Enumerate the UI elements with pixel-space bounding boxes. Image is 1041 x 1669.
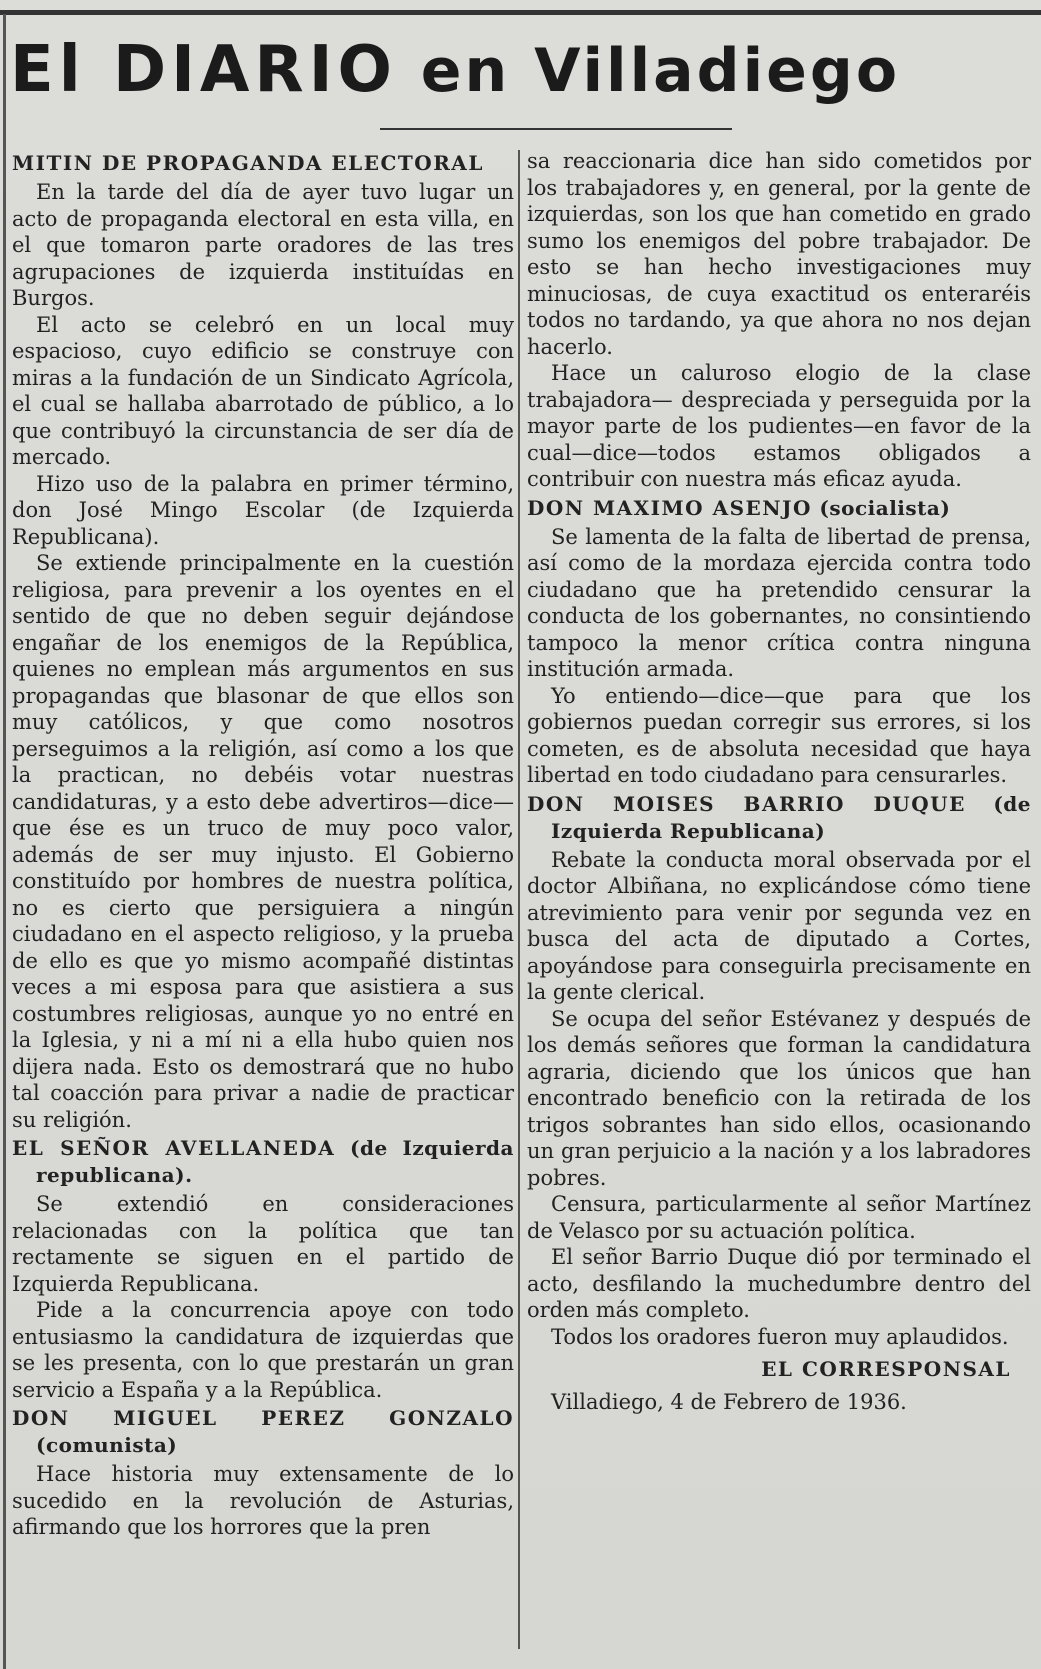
paragraph: Hace un caluroso elogio de la clase trabajadora— despreciada y perseguida por la mayor parte de los pudientes—en favor de la cual—dice—todos estamos obligados a contribuir con nuestra más eficaz ayuda. xyxy=(527,361,1031,491)
speaker-name: DON MIGUEL PEREZ GONZALO xyxy=(12,1406,514,1430)
paragraph: Pide a la concurrencia apoye con todo entusiasmo la candidatura de izquierdas que se les presenta, con lo que prestarán un gran servicio a España y a la República. xyxy=(12,1298,514,1402)
paragraph: Se extiende principalmente en la cuestión religiosa, para prevenir a los oyentes en el sentido de que no deben seguir dejándose engañar de los enemigos de la República, quienes no emplean más argumentos en sus propagandas que blasonar de que ellos son muy católicos, y que como nosotros perseguimos a la religión, así como a los que la practican, no debéis votar nuestras candidaturas, y a esto debe advertiros—dice—que ése es un truco de muy poco valor, además de ser muy injusto. El Gobierno constituído por hombres de nuestra política, no es cierto que persiguiera a ningún ciudadano en el aspecto religioso, y la prueba de ello es que yo mismo acompañé distintas veces a mi esposa para que asistiera a sus costumbres religiosas, aunque yo no entré en la Iglesia, y ni a mí ni a ella hubo quien nos dijera nada. Esto os demostrará que no hubo tal coacción para privar a nadie de practicar su religión. xyxy=(12,551,514,1132)
right-column xyxy=(527,148,1031,1415)
speaker-name: EL SEÑOR AVELLANEDA xyxy=(12,1136,336,1160)
paragraph: Hizo uso de la palabra en primer término, don José Mingo Escolar (de Izquierda Republicana). xyxy=(12,471,514,549)
correspondent-signature: EL CORRESPONSAL xyxy=(761,1357,1011,1381)
speaker-party: (comunista) xyxy=(36,1433,178,1457)
paragraph: El señor Barrio Duque dió por terminado el acto, desfilando la muchedumbre dentro del orden más completo. xyxy=(527,1245,1031,1322)
speaker-heading-perez-gonzalo xyxy=(12,1405,514,1459)
speaker-name: DON MAXIMO ASENJO xyxy=(527,495,812,520)
paragraph: Se extendió en consideraciones relacionadas con la política que tan rectamente se siguen en el partido de Izquierda Republicana. xyxy=(12,1192,514,1296)
dateline: Villadiego, 4 de Febrero de 1936. xyxy=(551,1389,907,1414)
paragraph: Hace historia muy extensamente de lo sucedido en la revolución de Asturias, afirmando que los horrores que la pren xyxy=(12,1462,514,1539)
paragraph: En la tarde del día de ayer tuvo lugar un acto de propaganda electoral en esta villa, en el que tomaron parte oradores de las tres agrupaciones de izquierda instituídas en Burgos. xyxy=(12,180,514,310)
paragraph-continued: sa reaccionaria dice han sido cometidos por los trabajadores y, en general, por la gente de izquierdas, son los que han cometido en grado sumo los enemigos del pobre trabajador. De esto se han hecho investigaciones muy minuciosas, de cuya exactitud os enteraréis todos no tardando, ya que ahora no nos dejan hacerlo. xyxy=(527,149,1031,359)
paragraph: Se lamenta de la falta de libertad de prensa, así como de la mordaza ejercida contra todo ciudadano que ha pretendido censurar la conducta de los gobernantes, no consintiendo tampoco la menor crítica contra ninguna institución armada. xyxy=(527,524,1031,681)
speaker-party: (de Izquierda Republicana) xyxy=(551,791,1031,843)
top-rule xyxy=(0,10,1041,15)
masthead-title-main: El DIARIO xyxy=(10,33,397,107)
speaker-name: DON MOISES BARRIO DUQUE xyxy=(527,791,966,816)
paragraph: El acto se celebró en un local muy espacioso, cuyo edificio se construye con miras a la fundación de un Sindicato Agrícola, el cual se hallaba abarrotado de público, a lo que contribuyó la circunstancia de ser día de mercado. xyxy=(12,312,514,469)
paragraph: Censura, particularmente al señor Martínez de Velasco por su actuación política. xyxy=(527,1192,1031,1243)
speaker-heading-barrio-duque xyxy=(527,791,1031,845)
speaker-party: (socialista) xyxy=(811,495,951,520)
left-column xyxy=(12,148,514,1541)
paragraph: Yo entiendo—dice—que para que los gobiernos puedan corregir sus errores, si los cometen, es de absoluta necesidad que haya libertad en todo ciudadano para censurarles. xyxy=(527,683,1031,787)
left-rule xyxy=(3,14,6,1669)
speaker-heading-avellaneda xyxy=(12,1135,514,1189)
masthead xyxy=(10,24,1035,116)
paragraph: Rebate la conducta moral observada por el doctor Albiñana, no explicándose cómo tiene atrevimiento para venir por segunda vez en busca del acta de diputado a Cortes, apoyándose para conseguirla precisamente en la gente clerical. xyxy=(527,847,1031,1004)
speaker-heading-asenjo xyxy=(527,495,1031,522)
column-divider xyxy=(518,150,520,1649)
speaker-party: (de Izquierda republicana). xyxy=(36,1136,514,1187)
paragraph: Se ocupa del señor Estévanez y después de los demás señores que forman la candidatura agraria, diciendo que los únicos que han encontrado beneficio con la retirada de los trigos sobrantes han sido ellos, ocasionando un gran perjuicio a la nación y a los labradores pobres. xyxy=(527,1006,1031,1190)
masthead-title-rest: en Villadiego xyxy=(396,36,901,106)
headline-rule xyxy=(380,128,732,130)
article-heading: MITIN DE PROPAGANDA ELECTORAL xyxy=(12,151,484,175)
paragraph: Todos los oradores fueron muy aplaudidos. xyxy=(551,1324,1009,1349)
